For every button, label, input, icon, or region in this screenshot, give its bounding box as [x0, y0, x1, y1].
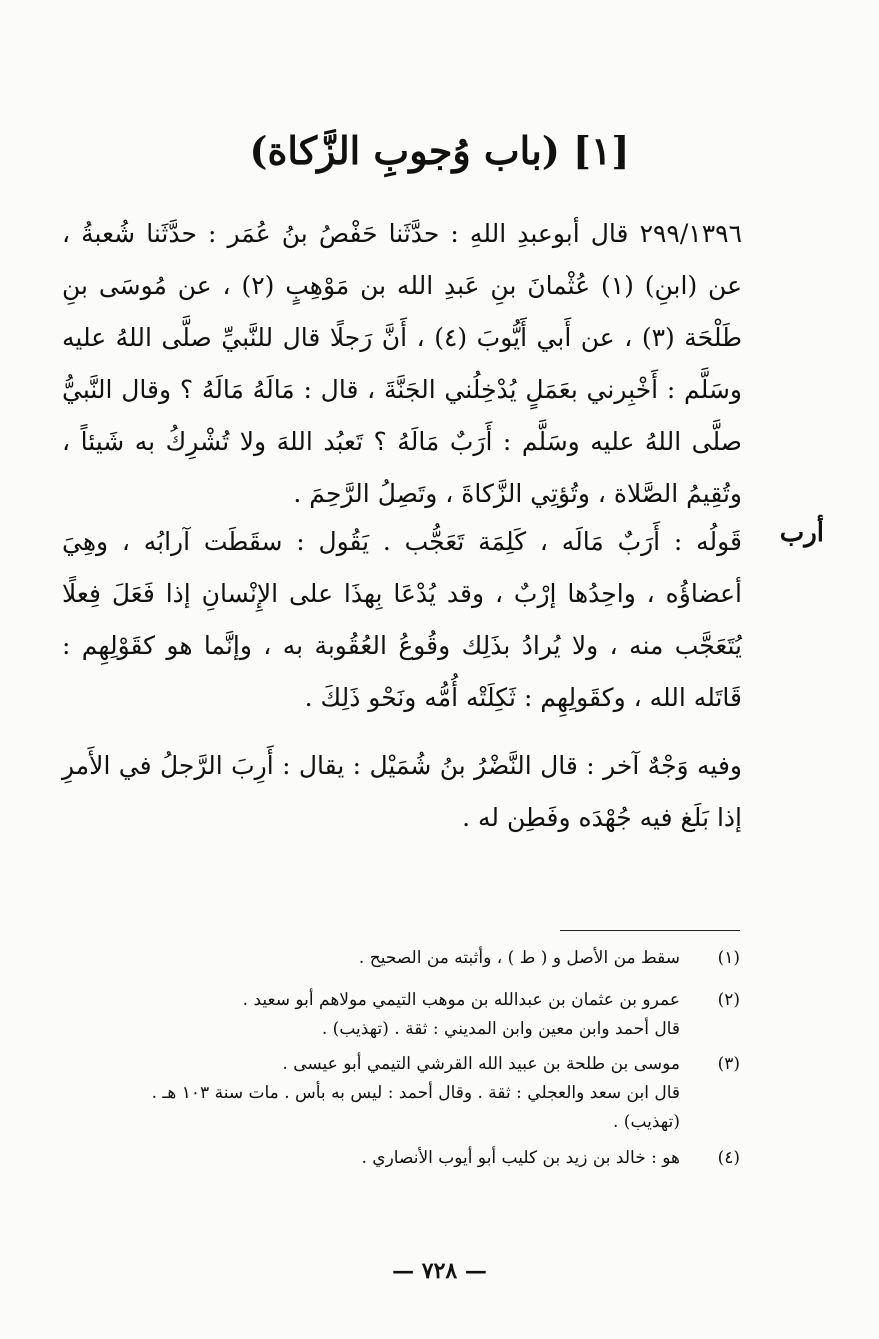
- footnote-line: قال أحمد وابن معين وابن المديني : ثقة . (تهذيب) .: [321, 1019, 680, 1039]
- footnote-text: [60, 1050, 680, 1137]
- footnote-number: (٤): [717, 1148, 740, 1168]
- hadith-text: ٢٩٩/١٣٩٦ قال أبوعبدِ اللهِ : حدَّثَنا حَفْصُ بنُ عُمَر : حدَّثَنا شُعبةُ ، عن (ابنِ) (١) عُثْمانَ بنِ عَبدِ الله بن مَوْهِبٍ (٢) ، عن مُوسَى بنِ طَلْحَة (٣) ، عن أَبي أَيُّوبَ (٤) ، أَنَّ رَجلًا قال للنَّبيِّ صلَّى اللهُ عليه وسَلَّم : أَخْبِرني بعَمَلٍ يُدْخِلُني الجَنَّةَ ، قال : مَالَهُ مَالَهُ ؟ وقال النَّبيُّ صلَّى اللهُ عليه وسَلَّم : أَرَبٌ مَالَهُ ؟ تَعبُد اللهَ ولا تُشْرِكُ به شَيئاً ، وتُقِيمُ الصَّلاة ، وتُؤتِي الزَّكاةَ ، وتَصِلُ الرَّحِمَ .: [62, 219, 742, 508]
- footnote-text: [60, 986, 680, 1044]
- gloss-paragraph-1: قَولُه : أَرَبٌ مَالَه ، كَلِمَة تَعَجُّب . يَقُول : سقَطَت آرابُه ، وهِيَ أعضاؤُه ، واحِدُها إرْبٌ ، وقد يُدْعَا بِهذَا على الإِنْسانِ إذا فَعَلَ فِعلًا يُتَعَجَّب منه ، ولا يُرادُ بذَلِك وقُوعُ العُقُوبة به ، وإنَّما هو كقَوْلِهِم : قَاتَله الله ، وكقَولِهِم : ثَكِلَتْه أُمُّه ونَحْو ذَلِكَ .: [62, 527, 742, 712]
- gloss-side-word: أرب: [779, 518, 824, 548]
- footnote-line: موسى بن طلحة بن عبيد الله القرشي التيمي أبو عيسى .: [282, 1054, 680, 1074]
- footnote-line: عمرو بن عثمان بن عبدالله بن موهب التيمي مولاهم أبو سعيد .: [242, 990, 680, 1010]
- footnote-line: (تهذيب) .: [613, 1112, 680, 1132]
- footnote-number: (١): [717, 948, 740, 968]
- footnote-line: قال ابن سعد والعجلي : ثقة . وقال أحمد : ليس به بأس . مات سنة ١٠٣ هـ .: [151, 1083, 680, 1103]
- footnote-3: [60, 1050, 740, 1137]
- footnote-text: [60, 1144, 680, 1173]
- footnote-line: سقط من الأصل و ( ط ) ، وأثبته من الصحيح .: [358, 948, 680, 968]
- footnote-number: (٢): [717, 990, 740, 1010]
- footnote-text: [60, 944, 680, 973]
- footnote-1: [60, 944, 740, 973]
- footnote-2: [60, 986, 740, 1044]
- footnote-4: [60, 1144, 740, 1173]
- chapter-title: [١] (باب وُجوبِ الزَّكاة): [249, 128, 630, 173]
- gloss-paragraph-2: وفيه وَجْهٌ آخر : قال النَّضْرُ بنُ شُمَيْل : يقال : أَرِبَ الرَّجلُ في الأَمرِ إذا بَلَغ فيه جُهْدَه وفَطِن له .: [62, 751, 742, 832]
- footnote-number: (٣): [717, 1054, 740, 1074]
- page-number: — ٧٢٨ —: [392, 1258, 487, 1284]
- footnote-divider: [560, 930, 740, 931]
- footnote-line: هو : خالد بن زيد بن كليب أبو أيوب الأنصاري .: [361, 1148, 680, 1168]
